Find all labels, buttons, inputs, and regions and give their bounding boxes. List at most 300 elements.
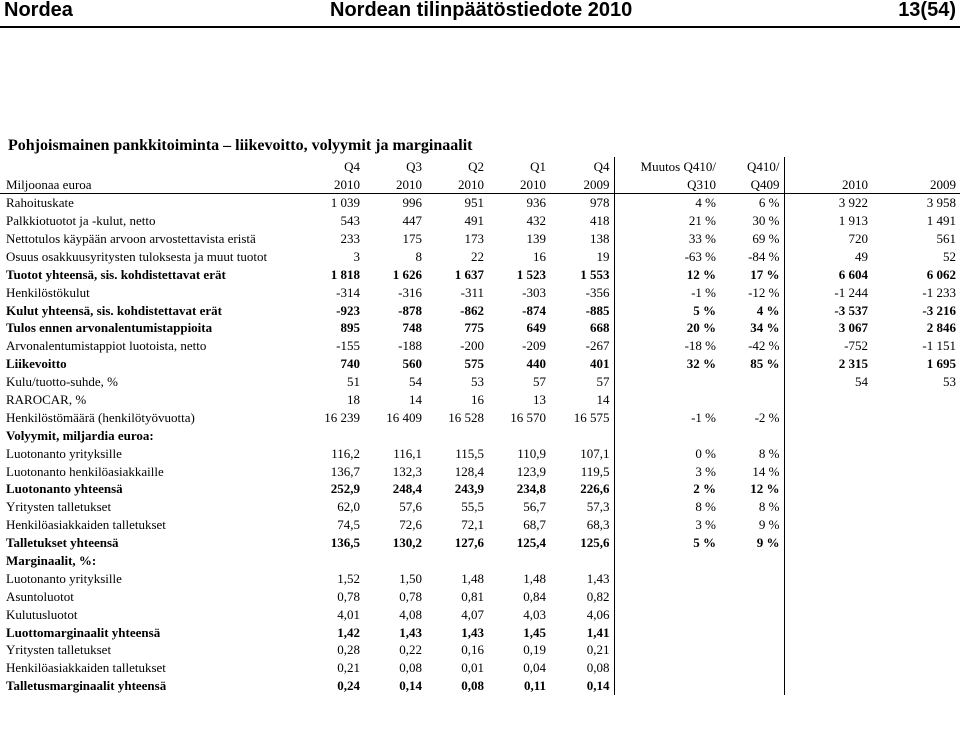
table-cell: 62,0 (337, 499, 360, 515)
table-cell (364, 552, 426, 570)
table-cell: 16 409 (386, 409, 422, 425)
table-cell (872, 444, 960, 462)
table-row (0, 605, 960, 623)
table-header-row (0, 157, 960, 175)
table-cell: 139 (526, 231, 546, 246)
table-row (0, 212, 960, 230)
table-cell: 1 695 (926, 356, 956, 372)
table-row (0, 552, 960, 570)
table-cell: -878 (398, 302, 422, 318)
table-cell (872, 623, 960, 641)
table-row (0, 444, 960, 462)
table-cell: 2 % (614, 480, 720, 498)
row-label: Osuus osakkuusyritysten tuloksesta ja muut tuotot (6, 248, 268, 264)
table-cell: 5 % (614, 534, 720, 552)
table-cell: 1 913 (784, 212, 872, 230)
table-cell (488, 552, 550, 570)
table-cell: 234,8 (516, 481, 546, 497)
table-cell: 4,06 (586, 606, 610, 622)
table-cell: 2010 (520, 176, 546, 192)
table-cell: 16 239 (324, 409, 360, 425)
table-cell: 1,41 (586, 624, 610, 640)
table-cell (872, 391, 960, 409)
table-cell: 0,08 (461, 678, 484, 694)
table-cell: 6 % (720, 193, 784, 211)
table-cell: -316 (398, 284, 422, 300)
table-row (0, 587, 960, 605)
table-cell: 2 315 (784, 355, 872, 373)
table-cell: 52 (943, 248, 956, 264)
table-header-row (0, 175, 960, 193)
row-label: Henkilöasiakkaiden talletukset (6, 517, 166, 533)
table-cell: -752 (784, 337, 872, 355)
table-row (0, 677, 960, 695)
section-title: Pohjoismainen pankkitoiminta – liikevoitto, volyymit ja marginaalit (8, 137, 473, 154)
table-cell: 649 (526, 320, 546, 336)
table-cell: 8 % (614, 498, 720, 516)
table-row (0, 301, 960, 319)
row-label: Arvonalentumistappiot luotoista, netto (6, 338, 207, 354)
table-cell: 130,2 (392, 535, 422, 551)
table-row (0, 391, 960, 409)
table-cell: 57,6 (399, 499, 422, 515)
table-cell (872, 408, 960, 426)
table-cell: 116,2 (331, 445, 360, 461)
table-cell (872, 516, 960, 534)
table-cell: 9 % (758, 517, 780, 533)
table-cell: 16 528 (448, 409, 484, 425)
table-cell: 57,3 (586, 499, 610, 515)
table-cell: 3 958 (872, 193, 960, 211)
row-label: Kulut yhteensä, sis. kohdistettavat erät (6, 302, 222, 318)
row-label: Asuntoluotot (6, 588, 74, 604)
table-cell: 173 (464, 231, 484, 246)
table-cell: 175 (402, 231, 422, 246)
table-cell: 107,1 (580, 445, 610, 461)
table-cell: 0,19 (523, 642, 546, 658)
table-cell: 17 % (750, 266, 780, 282)
table-cell (784, 677, 872, 695)
table-cell (872, 659, 960, 677)
table-cell: 0,81 (461, 588, 484, 604)
row-label: Luottomarginaalit yhteensä (6, 624, 161, 640)
table-cell (720, 641, 784, 659)
table-cell (872, 641, 960, 659)
table-cell: 16 570 (510, 409, 546, 425)
table-cell (872, 534, 960, 552)
table-cell: 2010 (396, 176, 422, 192)
table-cell: 0,14 (399, 678, 422, 694)
table-cell: 16 575 (573, 409, 610, 425)
table-cell: 4,01 (337, 606, 360, 622)
table-cell: 0,24 (337, 678, 360, 694)
row-label: Miljoonaa euroa (6, 176, 92, 192)
table-cell (614, 552, 720, 570)
table-cell (872, 498, 960, 516)
table-cell (614, 373, 720, 391)
table-cell: 0,16 (461, 642, 484, 658)
table-cell: 123,9 (516, 463, 546, 479)
table-cell: 2 846 (926, 320, 956, 336)
table-cell: -3 216 (922, 302, 956, 318)
table-cell: 22 (471, 248, 484, 264)
table-cell: -267 (585, 338, 610, 354)
table-cell: 16 (471, 392, 484, 408)
table-cell (784, 641, 872, 659)
table-row (0, 230, 960, 248)
table-cell (614, 391, 720, 409)
table-cell: 1,45 (523, 624, 546, 640)
table-cell: 54 (784, 373, 872, 391)
table-cell: 4,03 (523, 606, 546, 622)
table-cell: 57 (533, 374, 546, 390)
table-cell: 68,3 (586, 517, 610, 533)
table-cell (720, 677, 784, 695)
table-cell: 53 (471, 374, 484, 390)
table-cell (720, 605, 784, 623)
table-cell (614, 587, 720, 605)
table-cell: Q4 (344, 158, 360, 174)
table-row (0, 408, 960, 426)
table-cell (784, 587, 872, 605)
row-label: Henkilöstömäärä (henkilötyövuotta) (6, 409, 195, 425)
table-cell: 1 637 (454, 266, 484, 282)
table-cell: -1 % (614, 283, 720, 301)
row-label: Luotonanto yhteensä (6, 481, 123, 497)
table-cell: Q310 (614, 175, 720, 193)
table-cell (784, 569, 872, 587)
table-cell (720, 373, 784, 391)
table-cell: 740 (340, 356, 360, 372)
table-cell: 1,42 (337, 624, 360, 640)
table-cell (872, 587, 960, 605)
page-number: 13(54) (898, 0, 956, 21)
table-cell: 0,08 (399, 660, 422, 676)
table-cell (614, 569, 720, 587)
table-cell: 33 % (614, 230, 720, 248)
table-cell: 132,3 (392, 463, 422, 479)
table-cell: 0,21 (586, 642, 610, 658)
row-label: Marginaalit, %: (6, 553, 97, 569)
table-cell: 69 % (752, 231, 780, 246)
table-cell: 57 (596, 374, 610, 390)
table-row (0, 641, 960, 659)
table-cell: 978 (550, 193, 614, 211)
brand-name: Nordea (4, 0, 73, 21)
table-cell (614, 659, 720, 677)
table-row (0, 355, 960, 373)
table-row (0, 569, 960, 587)
table-cell: 20 % (614, 319, 720, 337)
table-cell: 3 % (614, 462, 720, 480)
row-label: Liikevoitto (6, 356, 67, 372)
table-cell (614, 641, 720, 659)
table-cell (550, 426, 614, 444)
table-cell: -314 (336, 284, 360, 300)
table-cell: 440 (526, 356, 546, 372)
table-cell: 248,4 (392, 481, 422, 497)
row-label: Talletukset yhteensä (6, 535, 119, 551)
table-cell (720, 552, 784, 570)
table-cell: 401 (590, 356, 610, 372)
table-cell: 14 (409, 392, 422, 408)
table-cell (872, 157, 960, 175)
table-cell: 3 % (614, 516, 720, 534)
table-cell: 4,08 (399, 606, 422, 622)
table-cell (784, 157, 872, 175)
row-label: Luotonanto yrityksille (6, 570, 122, 586)
table-row (0, 534, 960, 552)
table-cell: -12 % (748, 284, 780, 300)
table-cell: 21 % (614, 212, 720, 230)
table-cell: Q409 (750, 176, 780, 192)
table-cell: 8 (415, 248, 422, 264)
table-row (0, 337, 960, 355)
table-cell (784, 623, 872, 641)
table-cell: 418 (590, 213, 610, 229)
table-cell: 125,6 (580, 535, 610, 551)
table-row (0, 265, 960, 283)
table-cell: 32 % (614, 355, 720, 373)
table-cell: 12 % (750, 481, 780, 497)
row-label: Palkkiotuotot ja -kulut, netto (6, 213, 156, 229)
table-cell: 668 (590, 320, 610, 336)
table-row (0, 426, 960, 444)
table-cell: 34 % (750, 320, 780, 336)
table-cell: 72,6 (399, 517, 422, 533)
row-label: Yritysten talletukset (6, 642, 112, 658)
row-label: Luotonanto yrityksille (6, 445, 122, 461)
table-cell: 0,04 (523, 660, 546, 676)
table-cell: 136,7 (330, 463, 360, 479)
table-cell: -84 % (748, 248, 780, 264)
table-cell: 895 (340, 320, 360, 336)
table-row (0, 516, 960, 534)
row-label: Henkilöstökulut (6, 284, 90, 300)
table-cell: 2009 (930, 176, 956, 192)
table-cell (720, 659, 784, 677)
table-cell: 30 % (752, 213, 780, 229)
table-cell: 233 (340, 231, 360, 246)
table-cell: 226,6 (580, 481, 610, 497)
table-cell: 136,5 (330, 535, 360, 551)
table-cell: 1,43 (399, 624, 422, 640)
row-label: Luotonanto henkilöasiakkaille (6, 463, 164, 479)
table-cell: 2010 (334, 176, 360, 192)
table-cell: 128,4 (454, 463, 484, 479)
table-cell: 951 (426, 193, 488, 211)
table-cell (614, 623, 720, 641)
table-cell: 14 (596, 392, 610, 408)
table-cell: -2 % (754, 409, 780, 425)
table-cell: 55,5 (461, 499, 484, 515)
table-cell: 119,5 (580, 463, 610, 479)
table-cell (872, 552, 960, 570)
table-cell: 432 (526, 213, 546, 229)
table-cell (784, 498, 872, 516)
table-cell: 9 % (756, 535, 780, 551)
table-cell: 8 % (758, 499, 780, 515)
table-cell: 3 922 (784, 193, 872, 211)
table-cell: -209 (522, 338, 546, 354)
table-cell: Muutos Q410/ (614, 157, 720, 175)
table-cell: 720 (784, 230, 872, 248)
table-cell (784, 605, 872, 623)
table-cell: 125,4 (516, 535, 546, 551)
table-cell: -1 244 (784, 283, 872, 301)
table-cell: 49 (784, 247, 872, 265)
table-cell (784, 426, 872, 444)
table-cell (720, 391, 784, 409)
table-cell (300, 552, 364, 570)
table-cell: 1,48 (523, 570, 546, 586)
table-cell (872, 462, 960, 480)
table-cell (426, 426, 488, 444)
table-cell: 1 039 (300, 193, 364, 211)
table-cell: -356 (585, 284, 610, 300)
table-cell: -874 (522, 302, 546, 318)
table-cell: -18 % (614, 337, 720, 355)
table-row (0, 659, 960, 677)
table-cell: 2009 (583, 176, 610, 192)
table-cell (784, 444, 872, 462)
table-cell: -200 (460, 338, 484, 354)
table-cell: -63 % (614, 247, 720, 265)
table-row (0, 623, 960, 641)
table-cell (872, 569, 960, 587)
table-cell: -188 (398, 338, 422, 354)
table-cell: 0,78 (399, 588, 422, 604)
table-cell: 0,28 (337, 642, 360, 658)
table-cell: 1,50 (399, 570, 422, 586)
table-cell: -862 (460, 302, 484, 318)
table-cell: 116,1 (393, 445, 422, 461)
table-cell: 575 (464, 356, 484, 372)
table-cell: 543 (340, 213, 360, 229)
table-cell: 85 % (750, 356, 780, 372)
table-cell: -3 537 (784, 301, 872, 319)
table-cell (550, 552, 614, 570)
table-cell: 1,48 (461, 570, 484, 586)
table-cell (872, 480, 960, 498)
table-cell: 3 (353, 248, 360, 264)
table-cell: 0 % (614, 444, 720, 462)
table-cell: Q410/ (747, 158, 780, 174)
table-cell: -923 (336, 302, 360, 318)
document-title: Nordean tilinpäätöstiedote 2010 (330, 0, 633, 21)
table-row (0, 462, 960, 480)
table-cell: 1 523 (516, 266, 546, 282)
table-cell: 0,82 (586, 588, 610, 604)
table-cell: 18 (347, 392, 360, 408)
row-label: Volyymit, miljardia euroa: (6, 427, 154, 443)
table-cell: 1 491 (926, 213, 956, 229)
table-cell: 13 (533, 392, 546, 408)
table-row (0, 480, 960, 498)
table-row (0, 283, 960, 301)
table-cell: Q1 (530, 158, 546, 174)
table-cell (872, 677, 960, 695)
table-cell: 0,22 (399, 642, 422, 658)
table-cell: -1 % (614, 408, 720, 426)
table-cell: -42 % (748, 338, 780, 354)
table-cell: 560 (402, 356, 422, 372)
table-cell: 127,6 (454, 535, 484, 551)
table-cell: 0,84 (523, 588, 546, 604)
table-cell: Q4 (593, 158, 610, 174)
table-cell: 4,07 (461, 606, 484, 622)
table-cell (784, 462, 872, 480)
table-cell (614, 605, 720, 623)
table-cell (720, 569, 784, 587)
header-rule (0, 26, 960, 28)
table-cell (720, 623, 784, 641)
table-cell: 1 818 (330, 266, 360, 282)
table-cell: 561 (936, 231, 956, 246)
table-cell (364, 426, 426, 444)
table-cell (300, 426, 364, 444)
row-label: Tuotot yhteensä, sis. kohdistettavat erät (6, 266, 226, 282)
row-label: Talletusmarginaalit yhteensä (6, 678, 167, 694)
table-cell: -885 (585, 302, 610, 318)
table-cell (614, 677, 720, 695)
row-label: Henkilöasiakkaiden talletukset (6, 660, 166, 676)
row-label: Tulos ennen arvonalentumistappioita (6, 320, 213, 336)
table-row (0, 498, 960, 516)
table-cell: 56,7 (523, 499, 546, 515)
table-cell: 51 (347, 374, 360, 390)
table-cell: 8 % (758, 445, 780, 461)
table-cell (784, 534, 872, 552)
table-cell: 1 553 (580, 266, 610, 282)
table-cell: -303 (522, 284, 546, 300)
table-cell: 53 (943, 374, 956, 390)
table-cell (488, 426, 550, 444)
table-cell: 6 604 (784, 265, 872, 283)
row-label: Kulu/tuotto-suhde, % (6, 374, 118, 390)
table-cell: 1,43 (461, 624, 484, 640)
table-cell: 19 (596, 248, 610, 264)
table-cell: 0,14 (586, 678, 610, 694)
row-label (0, 157, 300, 175)
table-cell: 0,78 (337, 588, 360, 604)
table-cell: Q3 (406, 158, 422, 174)
table-cell: 1,52 (337, 570, 360, 586)
table-cell: 0,08 (586, 660, 610, 676)
financial-table (0, 157, 960, 695)
table-row (0, 193, 960, 211)
table-cell (784, 516, 872, 534)
table-cell (784, 659, 872, 677)
table-cell: 0,01 (461, 660, 484, 676)
table-cell: 775 (464, 320, 484, 336)
table-cell: -1 151 (922, 338, 956, 354)
table-cell: -311 (460, 284, 484, 300)
table-cell: 1,43 (586, 570, 610, 586)
row-label: Rahoituskate (0, 193, 300, 211)
table-cell (784, 391, 872, 409)
page-header (0, 0, 960, 24)
table-cell: 54 (409, 374, 422, 390)
table-cell: 12 % (614, 265, 720, 283)
table-cell: 996 (364, 193, 426, 211)
row-label: Yritysten talletukset (6, 499, 112, 515)
table-cell: 16 (533, 248, 546, 264)
table-cell: 0,21 (337, 660, 360, 676)
table-cell: -1 233 (922, 284, 956, 300)
table-cell: Q2 (468, 158, 484, 174)
table-cell: 138 (590, 231, 610, 246)
